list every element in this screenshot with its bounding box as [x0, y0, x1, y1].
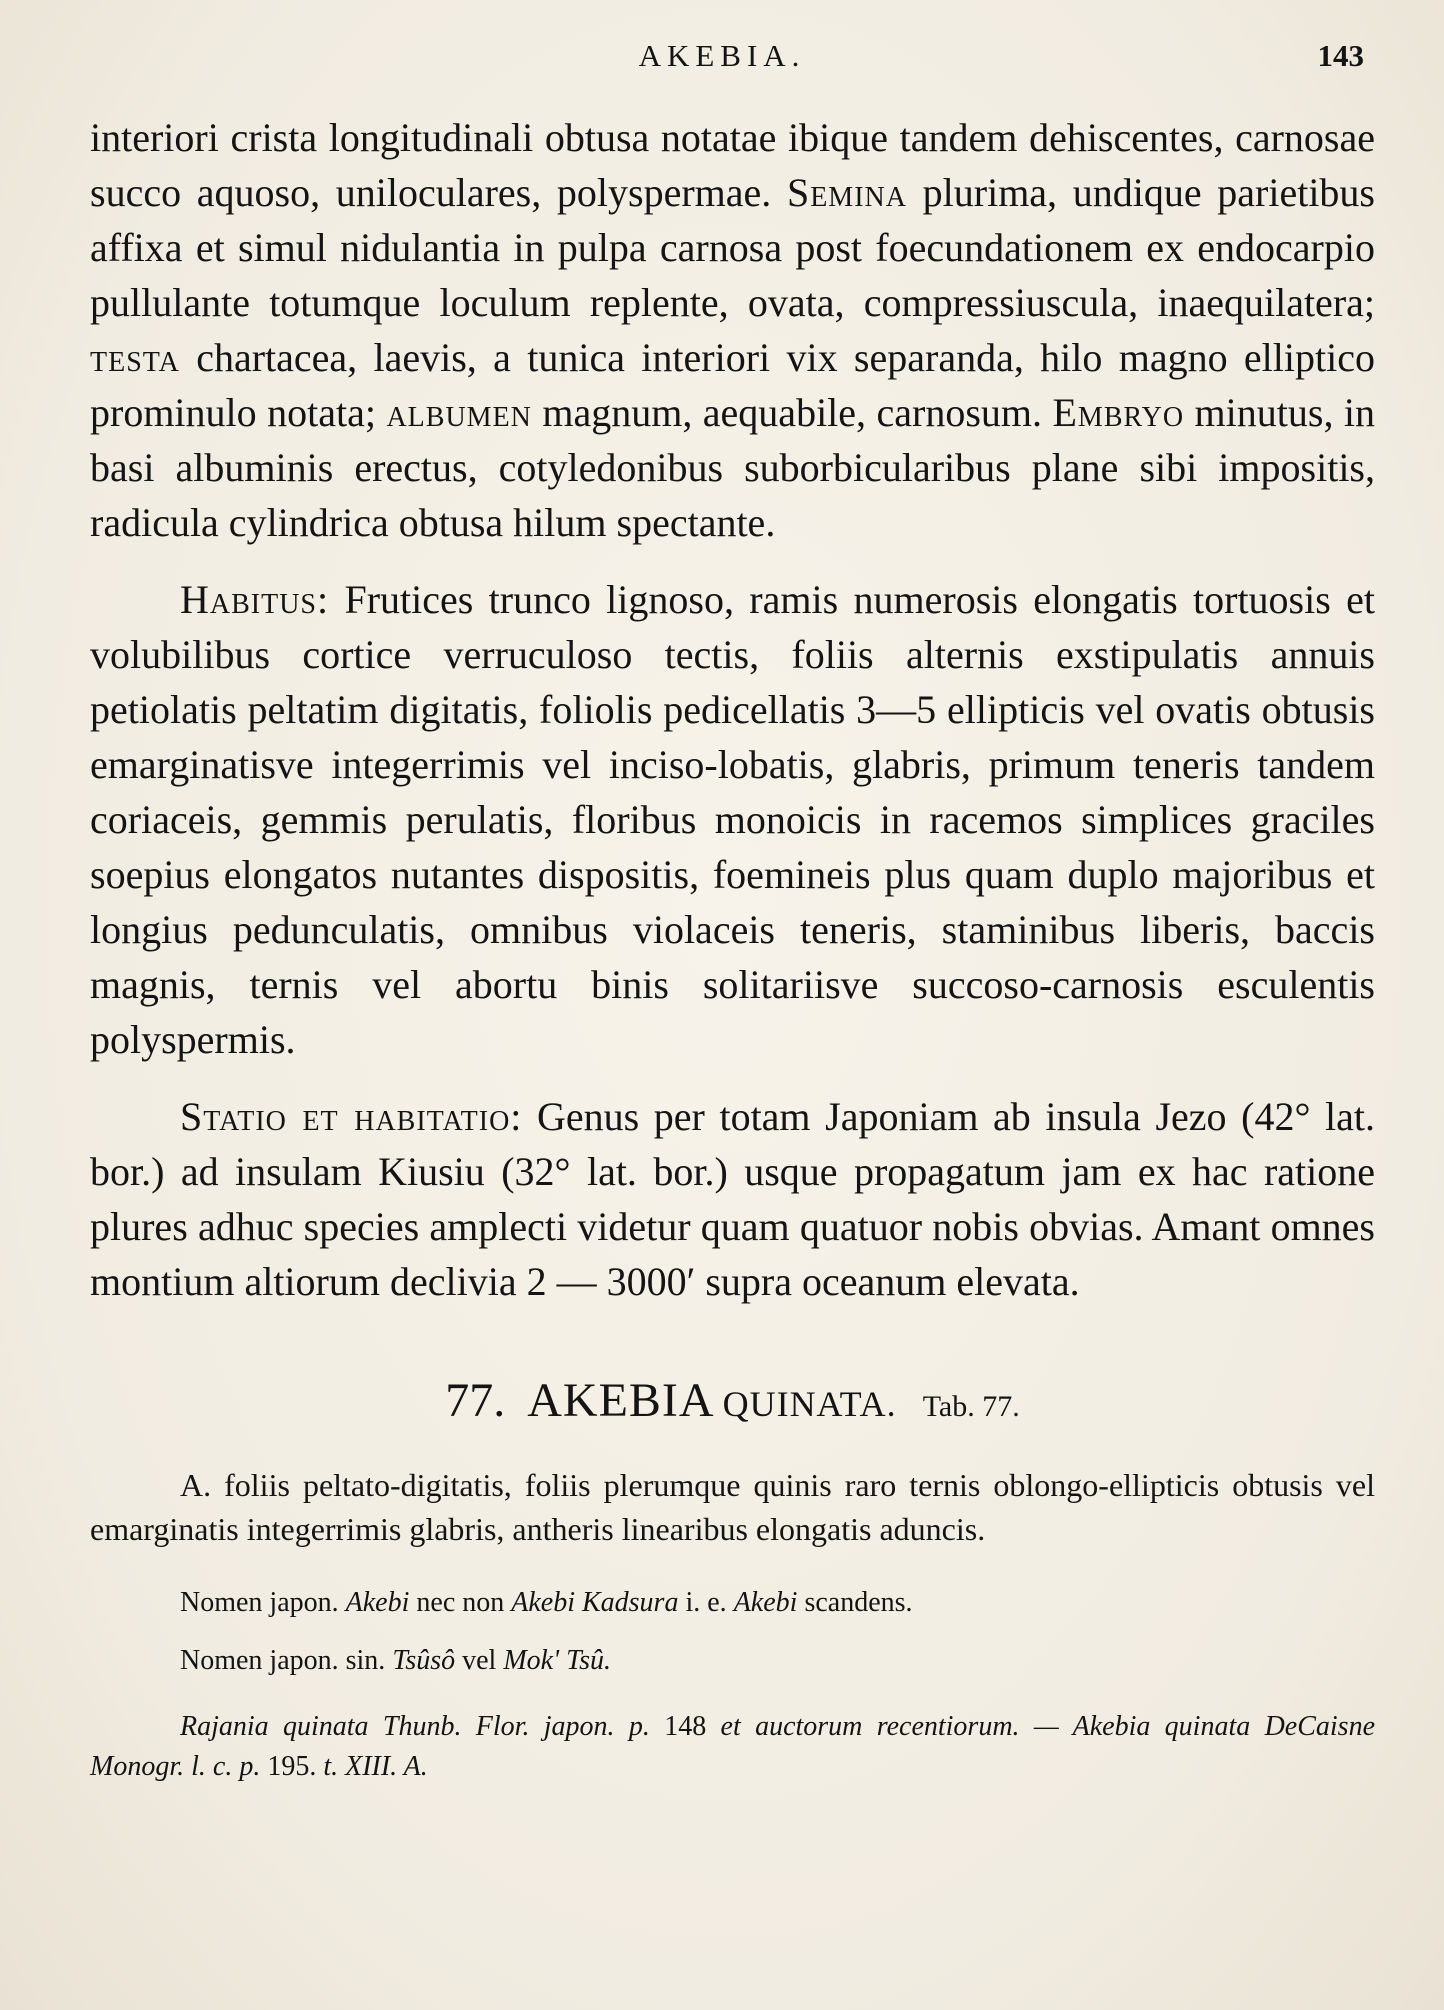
species-number: 77.: [445, 1374, 506, 1427]
albumen-text: magnum, aequabile, carnosum.: [542, 390, 1043, 435]
running-head: AKEBIA.: [638, 38, 806, 73]
main-text: [90, 110, 1375, 1815]
testa-text: chartacea, laevis, a tunica interiori vix separanda, hilo magno elliptico prominulo notata;: [90, 335, 1376, 435]
species-genus: AKEBIA: [527, 1374, 715, 1427]
nomen-vel: vel: [462, 1645, 497, 1676]
syn-table: t. XIII. A.: [323, 1751, 428, 1782]
nomen-mok-tsu: Mok' Tsû.: [503, 1645, 611, 1676]
page-number: 143: [1317, 38, 1364, 73]
albumen-label: albumen: [386, 390, 532, 435]
semina-text: plurima, undique parietibus affixa et simul nidulantia in pulpa carnosa post foecundationem ex endocarpio pullulante totumque loculum replente, ovata, compressiuscula, inaequilatera;: [90, 170, 1375, 325]
nomen-scandens: scandens.: [804, 1587, 913, 1618]
japanese-name-line: [90, 1583, 1375, 1623]
species-epithet: QUINATA.: [722, 1384, 897, 1424]
testa-label: testa: [90, 335, 180, 380]
embryo-label: Embryo: [1052, 390, 1185, 435]
nomen-akebi-2: Akebi: [733, 1587, 798, 1618]
nomen-sin-prefix: Nomen japon. sin.: [180, 1645, 386, 1676]
embryo-text: minutus, in basi albuminis erectus, cotyledonibus suborbicularibus plane sibi impositis, radicula cylindrica obtusa hilum spectante.: [90, 390, 1376, 545]
statio-label: Statio et habitatio:: [180, 1094, 523, 1139]
plate-reference: Tab. 77.: [922, 1390, 1020, 1423]
syn-page-195: 195.: [267, 1751, 317, 1782]
nomen-connector: nec non: [416, 1587, 505, 1618]
paragraph-statio: [90, 1089, 1375, 1309]
syn-rajania: Rajania quinata Thunb. Flor. japon. p.: [180, 1711, 650, 1742]
paragraph-habitus: [90, 572, 1375, 1067]
page-header: [0, 32, 1444, 84]
synonymy: [90, 1707, 1375, 1787]
semina-label: Semina: [786, 170, 907, 215]
sino-japanese-name-line: [90, 1641, 1375, 1681]
statio-text: Genus per totam Japoniam ab insula Jezo (42° lat. bor.) ad insulam Kiusiu (32° lat. bor.) usque propagatum jam ex hac ratione plures adhuc species amplecti videtur quam quatuor nobis obvias. Amant omnes montium altiorum declivia 2 — 3000′ supra oceanum elevata.: [90, 1094, 1375, 1304]
p1-text: interiori crista longitudinali obtusa notatae ibique tandem dehiscentes, carnosae succo aquoso, uniloculares, polyspermae.: [90, 115, 1375, 215]
habitus-label: Habitus:: [180, 577, 330, 622]
paragraph-fruit-seed: [90, 110, 1375, 550]
syn-recentiorum: et auctorum recentiorum. —: [720, 1711, 1059, 1742]
nomen-akebi: Akebi: [345, 1587, 410, 1618]
nomen-akebi-kadsura: Akebi Kadsura: [511, 1587, 679, 1618]
habitus-text: Frutices trunco lignoso, ramis numerosis elongatis tortuosis et volubilibus cortice verruculoso tectis, foliis alternis exstipulatis annuis petiolatis peltatim digitatis, foliolis pedicellatis 3—5 ellipticis vel ovatis obtusis emarginatisve integerrimis vel inciso-lobatis, glabris, primum teneris tandem coriaceis, gemmis perulatis, floribus monoicis in racemos simplices graciles soepius elongatos nutantes dispositis, foemineis plus quam duplo majoribus et longius pedunculatis, omnibus violaceis teneris, staminibus liberis, baccis magnis, ternis vel abortu binis solitariisve succoso-carnosis esculentis polyspermis.: [90, 577, 1376, 1062]
species-heading: [90, 1371, 1375, 1437]
nomen-tsuso: Tsûsô: [392, 1645, 456, 1676]
nomen-ie: i. e.: [685, 1587, 727, 1618]
species-diagnosis: A. foliis peltato-digitatis, foliis plerumque quinis raro ternis oblongo-ellipticis obtusis vel emarginatis integerrimis glabris, antheris linearibus elongatis aduncis.: [90, 1467, 1375, 1547]
syn-page-148: 148: [664, 1711, 707, 1742]
nomen-prefix: Nomen japon.: [180, 1587, 339, 1618]
syn-decaisne: Akebia quinata DeCaisne Monogr. l. c. p.: [90, 1711, 1375, 1782]
